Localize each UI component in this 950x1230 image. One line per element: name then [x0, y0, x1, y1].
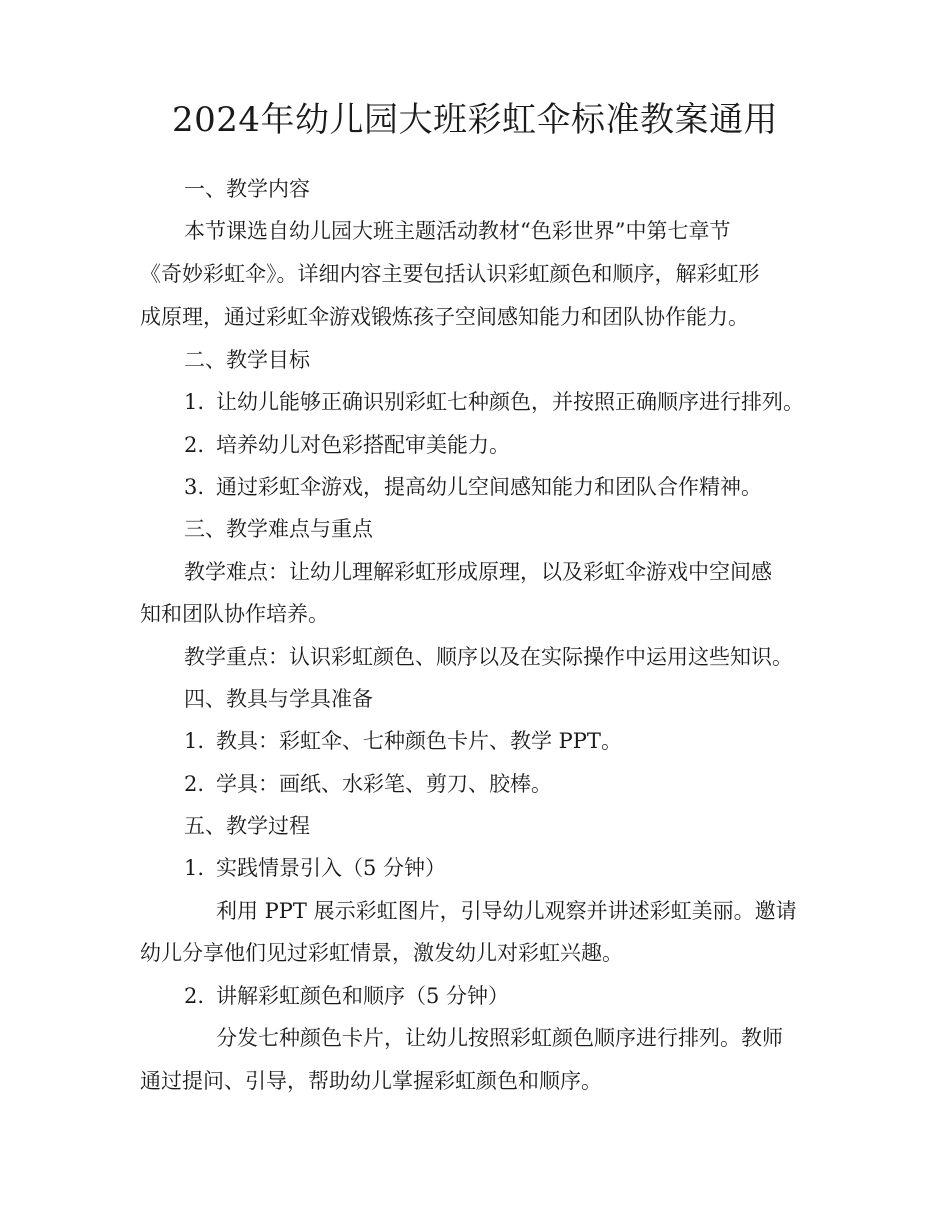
list-text: 让幼儿能够正确识别彩虹七种颜色，并按照正确顺序进行排列。 [216, 390, 804, 414]
list-item [184, 982, 509, 1010]
paragraph-line: 分发七种颜色卡片，让幼儿按照彩虹颜色顺序进行排列。教师 [216, 1026, 783, 1050]
list-text: 通过彩虹伞游戏，提高幼儿空间感知能力和团队合作精神。 [216, 475, 762, 499]
paragraph-line: 幼儿分享他们见过彩虹情景，激发幼儿对彩虹兴趣。 [140, 941, 623, 965]
list-text: 教具：彩虹伞、七种颜色卡片、教学 PPT。 [216, 729, 622, 753]
list-number: 1. [184, 390, 205, 414]
list-number: 2. [184, 984, 205, 1008]
list-text: 学具：画纸、水彩笔、剪刀、胶棒。 [216, 772, 552, 796]
list-number: 1. [184, 729, 205, 753]
list-item [184, 431, 510, 459]
paragraph-line: 教学难点：让幼儿理解彩虹形成原理，以及彩虹伞游戏中空间感 [184, 560, 772, 584]
paragraph-line: 通过提问、引导，帮助幼儿掌握彩虹颜色和顺序。 [140, 1069, 602, 1093]
section-heading-2: 二、教学目标 [184, 348, 310, 372]
list-number: 1. [184, 856, 205, 880]
paragraph-line: 知和团队协作培养。 [140, 602, 329, 626]
list-text: 实践情景引入（5 分钟） [216, 856, 447, 880]
list-item [184, 770, 552, 798]
paragraph-line: 教学重点：认识彩虹颜色、顺序以及在实际操作中运用这些知识。 [184, 645, 793, 669]
section-heading-3: 三、教学难点与重点 [184, 517, 373, 541]
list-number: 2. [184, 433, 205, 457]
section-heading-5: 五、教学过程 [184, 814, 310, 838]
list-text: 讲解彩虹颜色和顺序（5 分钟） [216, 984, 510, 1008]
paragraph-line: 利用 PPT 展示彩虹图片，引导幼儿观察并讲述彩虹美丽。邀请 [216, 899, 797, 923]
list-item [184, 854, 446, 882]
list-number: 3. [184, 475, 205, 499]
paragraph-line: 本节课选自幼儿园大班主题活动教材“色彩世界”中第七章节 [184, 219, 731, 243]
list-item [184, 388, 804, 416]
list-text: 培养幼儿对色彩搭配审美能力。 [216, 433, 510, 457]
document-title: 2024年幼儿园大班彩虹伞标准教案通用 [171, 100, 779, 140]
list-item [184, 473, 762, 501]
paragraph-line: 《奇妙彩虹伞》。详细内容主要包括认识彩虹颜色和顺序，解彩虹形 [140, 262, 760, 286]
list-item [184, 727, 622, 755]
section-heading-1: 一、教学内容 [184, 177, 310, 201]
list-number: 2. [184, 772, 205, 796]
paragraph-line: 成原理，通过彩虹伞游戏锻炼孩子空间感知能力和团队协作能力。 [140, 305, 749, 329]
section-heading-4: 四、教具与学具准备 [184, 687, 373, 711]
